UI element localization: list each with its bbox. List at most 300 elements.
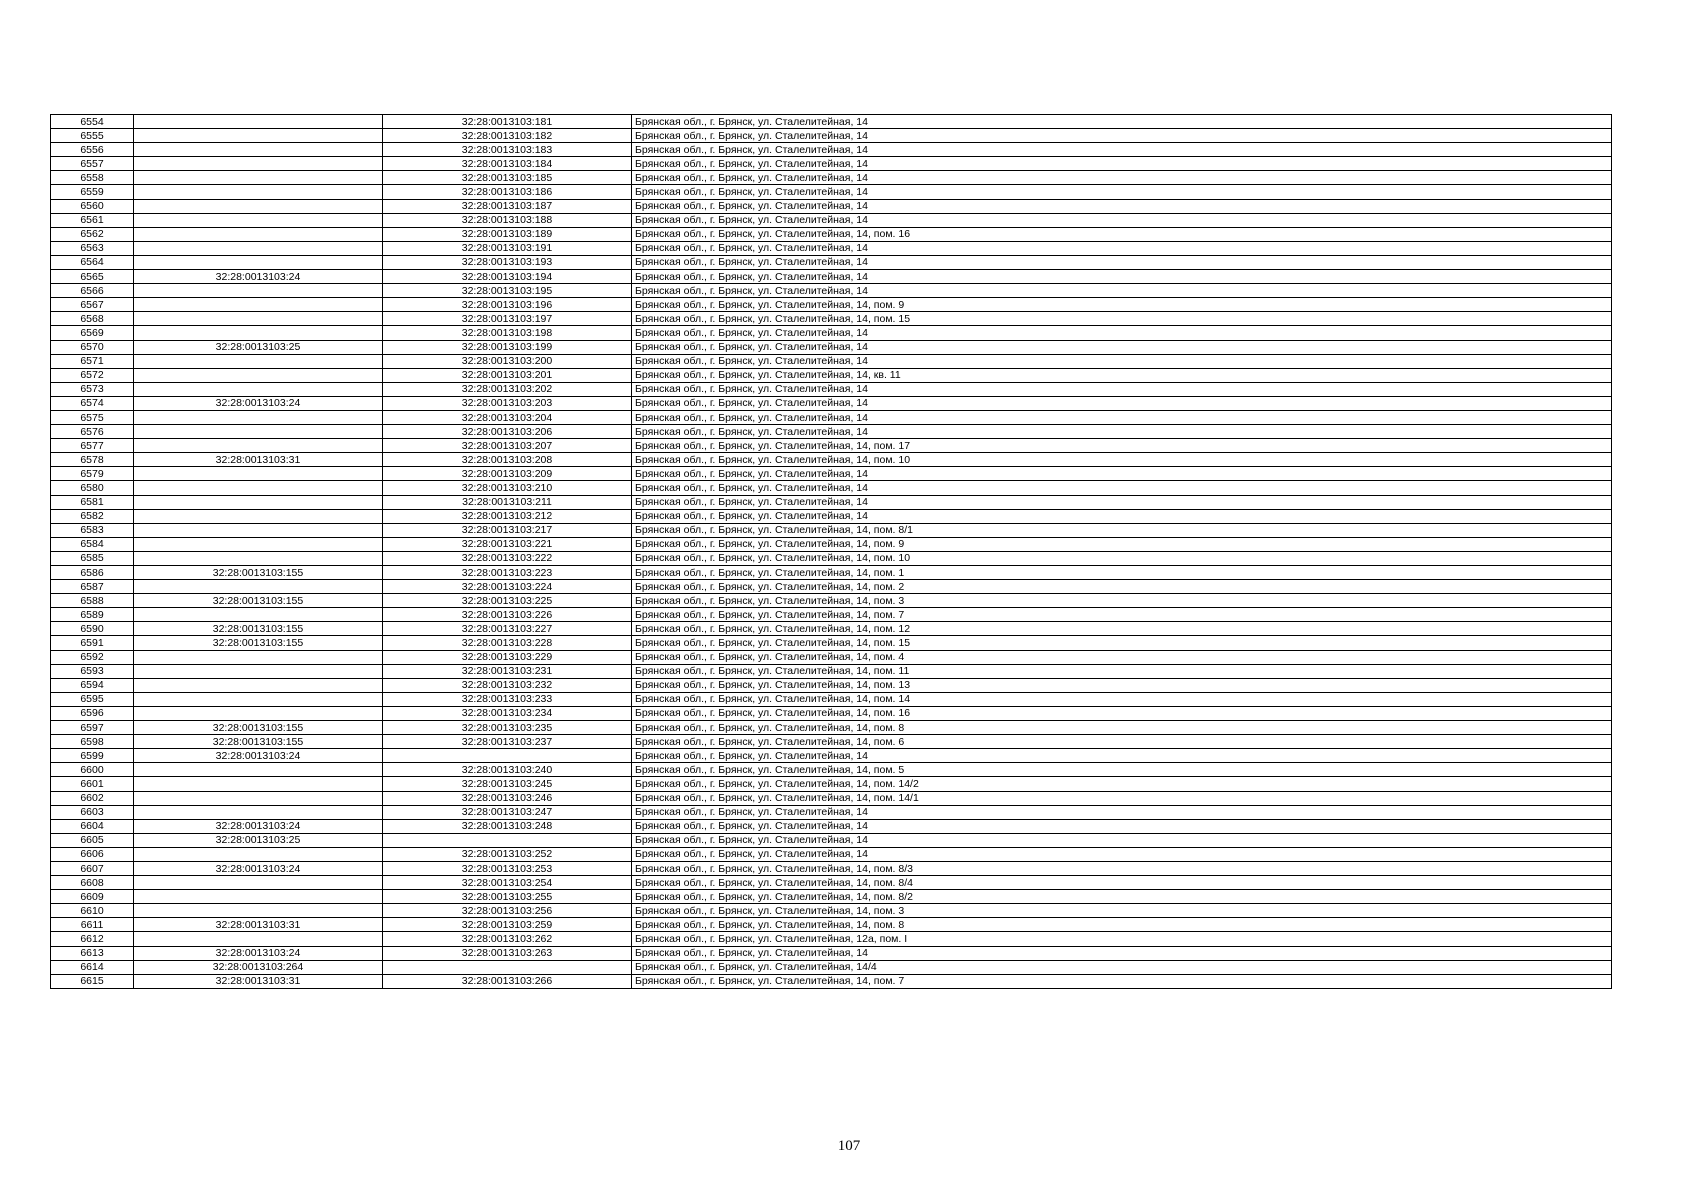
row-number-cell: 6558 (51, 171, 134, 185)
table-row (51, 861, 1612, 875)
cadastral-number-cell: 32:28:0013103:200 (383, 354, 632, 368)
address-cell: Брянская обл., г. Брянск, ул. Сталелитейная, 14 (632, 241, 1612, 255)
table-row (51, 918, 1612, 932)
cadastral-number-cell: 32:28:0013103:229 (383, 650, 632, 664)
address-cell: Брянская обл., г. Брянск, ул. Сталелитейная, 14 (632, 255, 1612, 269)
table-row (51, 241, 1612, 255)
parent-cadastral-cell (134, 312, 383, 326)
parent-cadastral-cell (134, 580, 383, 594)
row-number-cell: 6594 (51, 678, 134, 692)
parent-cadastral-cell: 32:28:0013103:155 (134, 566, 383, 580)
cadastral-number-cell: 32:28:0013103:224 (383, 580, 632, 594)
table-row (51, 185, 1612, 199)
address-cell: Брянская обл., г. Брянск, ул. Сталелитейная, 14, пом. 11 (632, 664, 1612, 678)
cadastral-number-cell: 32:28:0013103:235 (383, 721, 632, 735)
row-number-cell: 6561 (51, 213, 134, 227)
address-cell: Брянская обл., г. Брянск, ул. Сталелитейная, 14, пом. 9 (632, 298, 1612, 312)
table-row (51, 453, 1612, 467)
address-cell: Брянская обл., г. Брянск, ул. Сталелитейная, 14, пом. 17 (632, 439, 1612, 453)
row-number-cell: 6593 (51, 664, 134, 678)
parent-cadastral-cell: 32:28:0013103:24 (134, 749, 383, 763)
address-cell: Брянская обл., г. Брянск, ул. Сталелитейная, 14, пом. 10 (632, 551, 1612, 565)
row-number-cell: 6579 (51, 467, 134, 481)
address-cell: Брянская обл., г. Брянск, ул. Сталелитейная, 14, кв. 11 (632, 368, 1612, 382)
cadastral-number-cell: 32:28:0013103:217 (383, 523, 632, 537)
cadastral-number-cell: 32:28:0013103:211 (383, 495, 632, 509)
address-cell: Брянская обл., г. Брянск, ул. Сталелитейная, 14, пом. 8/2 (632, 890, 1612, 904)
cadastral-number-cell: 32:28:0013103:187 (383, 199, 632, 213)
cadastral-number-cell: 32:28:0013103:199 (383, 340, 632, 354)
table-row (51, 692, 1612, 706)
address-cell: Брянская обл., г. Брянск, ул. Сталелитейная, 14, пом. 9 (632, 537, 1612, 551)
row-number-cell: 6564 (51, 255, 134, 269)
parent-cadastral-cell: 32:28:0013103:31 (134, 918, 383, 932)
row-number-cell: 6572 (51, 368, 134, 382)
row-number-cell: 6588 (51, 594, 134, 608)
parent-cadastral-cell (134, 382, 383, 396)
table-row (51, 636, 1612, 650)
parent-cadastral-cell (134, 495, 383, 509)
cadastral-number-cell: 32:28:0013103:240 (383, 763, 632, 777)
parent-cadastral-cell (134, 199, 383, 213)
table-row (51, 876, 1612, 890)
address-cell: Брянская обл., г. Брянск, ул. Сталелитейная, 14 (632, 396, 1612, 410)
address-cell: Брянская обл., г. Брянск, ул. Сталелитейная, 14, пом. 14/2 (632, 777, 1612, 791)
parent-cadastral-cell: 32:28:0013103:31 (134, 974, 383, 988)
address-cell: Брянская обл., г. Брянск, ул. Сталелитейная, 14 (632, 354, 1612, 368)
table-row (51, 749, 1612, 763)
parent-cadastral-cell: 32:28:0013103:24 (134, 819, 383, 833)
row-number-cell: 6592 (51, 650, 134, 664)
row-number-cell: 6601 (51, 777, 134, 791)
row-number-cell: 6570 (51, 340, 134, 354)
parent-cadastral-cell (134, 171, 383, 185)
table-row (51, 946, 1612, 960)
parent-cadastral-cell (134, 467, 383, 481)
address-cell: Брянская обл., г. Брянск, ул. Сталелитейная, 14, пом. 12 (632, 622, 1612, 636)
parent-cadastral-cell (134, 115, 383, 129)
table-row (51, 932, 1612, 946)
table-row (51, 396, 1612, 410)
cadastral-number-cell (383, 749, 632, 763)
parent-cadastral-cell (134, 791, 383, 805)
cadastral-number-cell: 32:28:0013103:228 (383, 636, 632, 650)
table-row (51, 805, 1612, 819)
address-cell: Брянская обл., г. Брянск, ул. Сталелитейная, 14/4 (632, 960, 1612, 974)
cadastral-number-cell: 32:28:0013103:262 (383, 932, 632, 946)
table-row (51, 819, 1612, 833)
row-number-cell: 6597 (51, 721, 134, 735)
parent-cadastral-cell (134, 410, 383, 424)
parent-cadastral-cell (134, 890, 383, 904)
row-number-cell: 6586 (51, 566, 134, 580)
cadastral-number-cell: 32:28:0013103:253 (383, 861, 632, 875)
table-row (51, 580, 1612, 594)
row-number-cell: 6611 (51, 918, 134, 932)
cadastral-number-cell: 32:28:0013103:245 (383, 777, 632, 791)
registry-table-body (51, 115, 1612, 989)
table-row (51, 213, 1612, 227)
parent-cadastral-cell (134, 227, 383, 241)
row-number-cell: 6614 (51, 960, 134, 974)
row-number-cell: 6598 (51, 735, 134, 749)
cadastral-number-cell: 32:28:0013103:191 (383, 241, 632, 255)
address-cell: Брянская обл., г. Брянск, ул. Сталелитейная, 14, пом. 8/4 (632, 876, 1612, 890)
row-number-cell: 6565 (51, 270, 134, 284)
parent-cadastral-cell (134, 678, 383, 692)
row-number-cell: 6596 (51, 706, 134, 720)
table-row (51, 763, 1612, 777)
table-row (51, 551, 1612, 565)
cadastral-number-cell: 32:28:0013103:193 (383, 255, 632, 269)
registry-table (50, 114, 1612, 989)
table-row (51, 284, 1612, 298)
table-row (51, 115, 1612, 129)
row-number-cell: 6557 (51, 157, 134, 171)
cadastral-number-cell: 32:28:0013103:263 (383, 946, 632, 960)
row-number-cell: 6562 (51, 227, 134, 241)
address-cell: Брянская обл., г. Брянск, ул. Сталелитейная, 14, пом. 4 (632, 650, 1612, 664)
parent-cadastral-cell (134, 213, 383, 227)
table-row (51, 890, 1612, 904)
parent-cadastral-cell (134, 904, 383, 918)
row-number-cell: 6602 (51, 791, 134, 805)
cadastral-number-cell: 32:28:0013103:223 (383, 566, 632, 580)
row-number-cell: 6615 (51, 974, 134, 988)
address-cell: Брянская обл., г. Брянск, ул. Сталелитейная, 14 (632, 425, 1612, 439)
table-row (51, 721, 1612, 735)
parent-cadastral-cell (134, 326, 383, 340)
address-cell: Брянская обл., г. Брянск, ул. Сталелитейная, 14, пом. 16 (632, 706, 1612, 720)
table-row (51, 481, 1612, 495)
parent-cadastral-cell (134, 425, 383, 439)
page-number: 107 (837, 1138, 861, 1154)
parent-cadastral-cell (134, 537, 383, 551)
cadastral-number-cell: 32:28:0013103:231 (383, 664, 632, 678)
parent-cadastral-cell (134, 805, 383, 819)
address-cell: Брянская обл., г. Брянск, ул. Сталелитейная, 14, пом. 8/3 (632, 861, 1612, 875)
parent-cadastral-cell (134, 847, 383, 861)
address-cell: Брянская обл., г. Брянск, ул. Сталелитейная, 14 (632, 481, 1612, 495)
cadastral-number-cell: 32:28:0013103:203 (383, 396, 632, 410)
table-row (51, 368, 1612, 382)
cadastral-number-cell: 32:28:0013103:208 (383, 453, 632, 467)
row-number-cell: 6575 (51, 410, 134, 424)
address-cell: Брянская обл., г. Брянск, ул. Сталелитейная, 14, пом. 8 (632, 721, 1612, 735)
cadastral-number-cell: 32:28:0013103:212 (383, 509, 632, 523)
parent-cadastral-cell: 32:28:0013103:155 (134, 622, 383, 636)
row-number-cell: 6613 (51, 946, 134, 960)
row-number-cell: 6581 (51, 495, 134, 509)
address-cell: Брянская обл., г. Брянск, ул. Сталелитейная, 14 (632, 495, 1612, 509)
address-cell: Брянская обл., г. Брянск, ул. Сталелитейная, 14, пом. 15 (632, 312, 1612, 326)
cadastral-number-cell: 32:28:0013103:185 (383, 171, 632, 185)
row-number-cell: 6568 (51, 312, 134, 326)
table-row (51, 326, 1612, 340)
table-row (51, 425, 1612, 439)
address-cell: Брянская обл., г. Брянск, ул. Сталелитейная, 14 (632, 833, 1612, 847)
parent-cadastral-cell (134, 777, 383, 791)
row-number-cell: 6580 (51, 481, 134, 495)
table-row (51, 495, 1612, 509)
cadastral-number-cell: 32:28:0013103:201 (383, 368, 632, 382)
address-cell: Брянская обл., г. Брянск, ул. Сталелитейная, 14 (632, 284, 1612, 298)
address-cell: Брянская обл., г. Брянск, ул. Сталелитейная, 14 (632, 326, 1612, 340)
row-number-cell: 6574 (51, 396, 134, 410)
parent-cadastral-cell: 32:28:0013103:155 (134, 594, 383, 608)
table-row (51, 594, 1612, 608)
cadastral-number-cell: 32:28:0013103:221 (383, 537, 632, 551)
address-cell: Брянская обл., г. Брянск, ул. Сталелитейная, 14 (632, 382, 1612, 396)
parent-cadastral-cell (134, 354, 383, 368)
address-cell: Брянская обл., г. Брянск, ул. Сталелитейная, 14 (632, 143, 1612, 157)
row-number-cell: 6582 (51, 509, 134, 523)
table-row (51, 566, 1612, 580)
parent-cadastral-cell: 32:28:0013103:155 (134, 636, 383, 650)
address-cell: Брянская обл., г. Брянск, ул. Сталелитейная, 14 (632, 171, 1612, 185)
address-cell: Брянская обл., г. Брянск, ул. Сталелитейная, 14, пом. 13 (632, 678, 1612, 692)
address-cell: Брянская обл., г. Брянск, ул. Сталелитейная, 14 (632, 185, 1612, 199)
parent-cadastral-cell (134, 551, 383, 565)
table-row (51, 847, 1612, 861)
cadastral-number-cell: 32:28:0013103:246 (383, 791, 632, 805)
parent-cadastral-cell: 32:28:0013103:24 (134, 396, 383, 410)
address-cell: Брянская обл., г. Брянск, ул. Сталелитейная, 14, пом. 1 (632, 566, 1612, 580)
table-row (51, 678, 1612, 692)
cadastral-number-cell (383, 833, 632, 847)
cadastral-number-cell: 32:28:0013103:188 (383, 213, 632, 227)
cadastral-number-cell: 32:28:0013103:181 (383, 115, 632, 129)
cadastral-number-cell: 32:28:0013103:183 (383, 143, 632, 157)
row-number-cell: 6555 (51, 129, 134, 143)
address-cell: Брянская обл., г. Брянск, ул. Сталелитейная, 14, пом. 7 (632, 974, 1612, 988)
address-cell: Брянская обл., г. Брянск, ул. Сталелитейная, 14 (632, 805, 1612, 819)
table-row (51, 227, 1612, 241)
cadastral-number-cell: 32:28:0013103:184 (383, 157, 632, 171)
table-row (51, 255, 1612, 269)
address-cell: Брянская обл., г. Брянск, ул. Сталелитейная, 14 (632, 270, 1612, 284)
row-number-cell: 6559 (51, 185, 134, 199)
cadastral-number-cell: 32:28:0013103:207 (383, 439, 632, 453)
address-cell: Брянская обл., г. Брянск, ул. Сталелитейная, 14 (632, 157, 1612, 171)
row-number-cell: 6566 (51, 284, 134, 298)
parent-cadastral-cell: 32:28:0013103:24 (134, 946, 383, 960)
address-cell: Брянская обл., г. Брянск, ул. Сталелитейная, 14, пом. 5 (632, 763, 1612, 777)
row-number-cell: 6605 (51, 833, 134, 847)
parent-cadastral-cell: 32:28:0013103:155 (134, 721, 383, 735)
table-row (51, 157, 1612, 171)
address-cell: Брянская обл., г. Брянск, ул. Сталелитейная, 14 (632, 129, 1612, 143)
parent-cadastral-cell (134, 439, 383, 453)
table-row (51, 143, 1612, 157)
row-number-cell: 6583 (51, 523, 134, 537)
parent-cadastral-cell: 32:28:0013103:25 (134, 340, 383, 354)
cadastral-number-cell: 32:28:0013103:189 (383, 227, 632, 241)
row-number-cell: 6604 (51, 819, 134, 833)
address-cell: Брянская обл., г. Брянск, ул. Сталелитейная, 14, пом. 3 (632, 594, 1612, 608)
table-row (51, 904, 1612, 918)
address-cell: Брянская обл., г. Брянск, ул. Сталелитейная, 14 (632, 946, 1612, 960)
row-number-cell: 6599 (51, 749, 134, 763)
table-row (51, 833, 1612, 847)
row-number-cell: 6556 (51, 143, 134, 157)
parent-cadastral-cell (134, 509, 383, 523)
cadastral-number-cell: 32:28:0013103:255 (383, 890, 632, 904)
row-number-cell: 6573 (51, 382, 134, 396)
table-row (51, 650, 1612, 664)
table-row (51, 537, 1612, 551)
parent-cadastral-cell: 32:28:0013103:24 (134, 270, 383, 284)
address-cell: Брянская обл., г. Брянск, ул. Сталелитейная, 14 (632, 115, 1612, 129)
table-row (51, 171, 1612, 185)
parent-cadastral-cell (134, 876, 383, 890)
row-number-cell: 6571 (51, 354, 134, 368)
cadastral-number-cell: 32:28:0013103:237 (383, 735, 632, 749)
address-cell: Брянская обл., г. Брянск, ул. Сталелитейная, 14, пом. 7 (632, 608, 1612, 622)
row-number-cell: 6576 (51, 425, 134, 439)
address-cell: Брянская обл., г. Брянск, ул. Сталелитейная, 14 (632, 509, 1612, 523)
address-cell: Брянская обл., г. Брянск, ул. Сталелитейная, 14 (632, 749, 1612, 763)
table-row (51, 791, 1612, 805)
cadastral-number-cell: 32:28:0013103:194 (383, 270, 632, 284)
table-row (51, 382, 1612, 396)
address-cell: Брянская обл., г. Брянск, ул. Сталелитейная, 12а, пом. I (632, 932, 1612, 946)
parent-cadastral-cell (134, 763, 383, 777)
table-row (51, 974, 1612, 988)
parent-cadastral-cell (134, 523, 383, 537)
table-row (51, 410, 1612, 424)
parent-cadastral-cell: 32:28:0013103:155 (134, 735, 383, 749)
table-row (51, 777, 1612, 791)
cadastral-number-cell: 32:28:0013103:186 (383, 185, 632, 199)
parent-cadastral-cell (134, 692, 383, 706)
table-row (51, 340, 1612, 354)
address-cell: Брянская обл., г. Брянск, ул. Сталелитейная, 14 (632, 410, 1612, 424)
cadastral-number-cell: 32:28:0013103:204 (383, 410, 632, 424)
table-row (51, 523, 1612, 537)
parent-cadastral-cell (134, 298, 383, 312)
row-number-cell: 6554 (51, 115, 134, 129)
row-number-cell: 6603 (51, 805, 134, 819)
cadastral-number-cell: 32:28:0013103:233 (383, 692, 632, 706)
address-cell: Брянская обл., г. Брянск, ул. Сталелитейная, 14 (632, 199, 1612, 213)
cadastral-number-cell: 32:28:0013103:182 (383, 129, 632, 143)
address-cell: Брянская обл., г. Брянск, ул. Сталелитейная, 14 (632, 213, 1612, 227)
cadastral-number-cell: 32:28:0013103:195 (383, 284, 632, 298)
row-number-cell: 6608 (51, 876, 134, 890)
parent-cadastral-cell (134, 185, 383, 199)
row-number-cell: 6609 (51, 890, 134, 904)
row-number-cell: 6600 (51, 763, 134, 777)
row-number-cell: 6610 (51, 904, 134, 918)
cadastral-number-cell: 32:28:0013103:227 (383, 622, 632, 636)
table-row (51, 664, 1612, 678)
cadastral-number-cell: 32:28:0013103:266 (383, 974, 632, 988)
address-cell: Брянская обл., г. Брянск, ул. Сталелитейная, 14 (632, 847, 1612, 861)
row-number-cell: 6587 (51, 580, 134, 594)
table-row (51, 354, 1612, 368)
row-number-cell: 6563 (51, 241, 134, 255)
table-row (51, 129, 1612, 143)
table-row (51, 509, 1612, 523)
parent-cadastral-cell (134, 481, 383, 495)
address-cell: Брянская обл., г. Брянск, ул. Сталелитейная, 14, пом. 16 (632, 227, 1612, 241)
address-cell: Брянская обл., г. Брянск, ул. Сталелитейная, 14 (632, 467, 1612, 481)
parent-cadastral-cell (134, 608, 383, 622)
cadastral-number-cell: 32:28:0013103:226 (383, 608, 632, 622)
table-row (51, 467, 1612, 481)
address-cell: Брянская обл., г. Брянск, ул. Сталелитейная, 14, пом. 14 (632, 692, 1612, 706)
cadastral-number-cell: 32:28:0013103:210 (383, 481, 632, 495)
table-row (51, 608, 1612, 622)
parent-cadastral-cell (134, 129, 383, 143)
parent-cadastral-cell (134, 241, 383, 255)
address-cell: Брянская обл., г. Брянск, ул. Сталелитейная, 14, пом. 2 (632, 580, 1612, 594)
parent-cadastral-cell: 32:28:0013103:25 (134, 833, 383, 847)
table-row (51, 706, 1612, 720)
parent-cadastral-cell (134, 157, 383, 171)
parent-cadastral-cell (134, 368, 383, 382)
parent-cadastral-cell (134, 932, 383, 946)
row-number-cell: 6567 (51, 298, 134, 312)
parent-cadastral-cell: 32:28:0013103:31 (134, 453, 383, 467)
cadastral-number-cell: 32:28:0013103:254 (383, 876, 632, 890)
address-cell: Брянская обл., г. Брянск, ул. Сталелитейная, 14, пом. 15 (632, 636, 1612, 650)
parent-cadastral-cell: 32:28:0013103:24 (134, 861, 383, 875)
row-number-cell: 6560 (51, 199, 134, 213)
cadastral-number-cell: 32:28:0013103:206 (383, 425, 632, 439)
cadastral-number-cell: 32:28:0013103:252 (383, 847, 632, 861)
table-row (51, 735, 1612, 749)
row-number-cell: 6595 (51, 692, 134, 706)
row-number-cell: 6612 (51, 932, 134, 946)
table-row (51, 622, 1612, 636)
cadastral-number-cell: 32:28:0013103:259 (383, 918, 632, 932)
address-cell: Брянская обл., г. Брянск, ул. Сталелитейная, 14, пом. 8/1 (632, 523, 1612, 537)
cadastral-number-cell: 32:28:0013103:234 (383, 706, 632, 720)
row-number-cell: 6584 (51, 537, 134, 551)
cadastral-number-cell: 32:28:0013103:222 (383, 551, 632, 565)
row-number-cell: 6589 (51, 608, 134, 622)
cadastral-number-cell: 32:28:0013103:225 (383, 594, 632, 608)
cadastral-number-cell (383, 960, 632, 974)
row-number-cell: 6585 (51, 551, 134, 565)
parent-cadastral-cell (134, 284, 383, 298)
address-cell: Брянская обл., г. Брянск, ул. Сталелитейная, 14, пом. 14/1 (632, 791, 1612, 805)
parent-cadastral-cell (134, 664, 383, 678)
row-number-cell: 6577 (51, 439, 134, 453)
table-row (51, 270, 1612, 284)
parent-cadastral-cell (134, 255, 383, 269)
table-row (51, 312, 1612, 326)
cadastral-number-cell: 32:28:0013103:202 (383, 382, 632, 396)
cadastral-number-cell: 32:28:0013103:256 (383, 904, 632, 918)
row-number-cell: 6590 (51, 622, 134, 636)
address-cell: Брянская обл., г. Брянск, ул. Сталелитейная, 14, пом. 8 (632, 918, 1612, 932)
table-row (51, 960, 1612, 974)
address-cell: Брянская обл., г. Брянск, ул. Сталелитейная, 14, пом. 3 (632, 904, 1612, 918)
row-number-cell: 6591 (51, 636, 134, 650)
cadastral-number-cell: 32:28:0013103:248 (383, 819, 632, 833)
parent-cadastral-cell (134, 650, 383, 664)
address-cell: Брянская обл., г. Брянск, ул. Сталелитейная, 14, пом. 6 (632, 735, 1612, 749)
cadastral-number-cell: 32:28:0013103:196 (383, 298, 632, 312)
table-row (51, 199, 1612, 213)
cadastral-number-cell: 32:28:0013103:247 (383, 805, 632, 819)
cadastral-number-cell: 32:28:0013103:198 (383, 326, 632, 340)
parent-cadastral-cell (134, 706, 383, 720)
row-number-cell: 6569 (51, 326, 134, 340)
